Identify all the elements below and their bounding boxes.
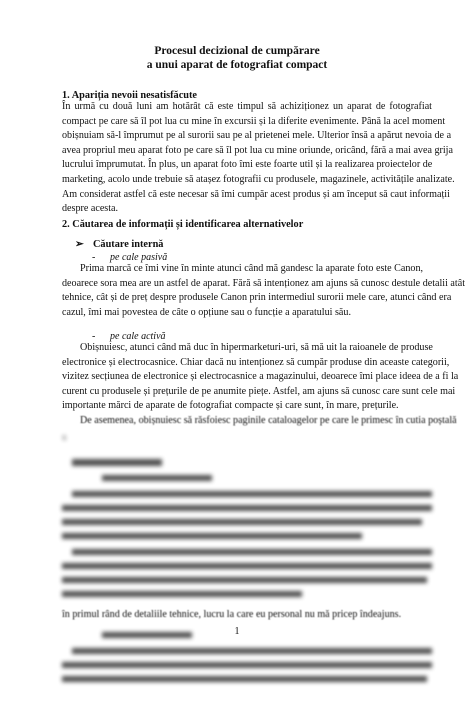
internal-search-subheading — [75, 238, 163, 251]
dash-bullet-icon: - — [92, 331, 96, 342]
active-paragraph — [62, 341, 459, 429]
section1-heading: 1. Apariția nevoii nesatisfăcute — [62, 90, 197, 101]
arrow-bullet-icon: ➢ — [75, 239, 84, 250]
active-line-3: vizitez secțiunea de electronice și electrocasnice a magazinului, deoarece îmi place ideea de a fi la — [62, 371, 459, 383]
active-line-5: importante mărci de aparate de fotografiat compacte și care sunt, în mare, prețurile. — [62, 400, 399, 412]
active-line-6: De asemenea, obișnuiesc să răsfoiesc paginile cataloagelor pe care le primesc în cutia poștală — [80, 414, 457, 426]
dash-bullet-icon: - — [92, 252, 96, 263]
s1-line-1: În urmă cu două luni am hotărât că este timpul să achiziționez un aparat de fotografiat — [62, 101, 432, 112]
active-line-2: electronice și electrocasnice. Chiar dacă nu intenționez să cumpăr produse din aceaste categorii, — [62, 356, 450, 368]
active-line-4: curent cu produsele și prețurile de pe anumite piețe. Astfel, am ajuns să cunosc care sunt cele mai — [62, 385, 456, 397]
s1-line-3: obișnuiam să-l împrumut pe al surorii sau pe al prietenei mele. Ulterior însă a apărut nevoia de a — [62, 130, 452, 142]
s1-line-8: despre acesta. — [62, 203, 119, 215]
s1-line-6: marketing, acolo unde trebuie să atașez fotografii cu produsele, magazinele, activitățile analizate. — [62, 173, 455, 185]
passive-line-3: tehnice, cât și de preț despre produsele Canon prin intermediul surorii mele care, atunci când era — [62, 292, 452, 304]
blurred-content: x — [62, 430, 432, 716]
page-number: 1 — [234, 626, 240, 637]
s1-line-4: avea propriul meu aparat foto pe care să îl pot lua cu mine oriunde, oricând, fără a mai avea grija — [62, 144, 453, 156]
document-title-line2: a unui aparat de fotografiat compact — [146, 59, 328, 71]
passive-line-2: deoarece sora mea are un astfel de aparat. Fără să intenționez am ajuns să cunosc destule detalii atât — [62, 277, 466, 289]
active-line-1: Obișnuiesc, atunci când mă duc în hipermarketuri-uri, să mă uit la raioanele de produse — [80, 342, 433, 353]
document-title-line1: Procesul decizional de cumpărare — [154, 45, 320, 57]
internal-search-label: Căutare internă — [93, 239, 164, 250]
blurred-text-block-2 — [62, 630, 432, 710]
section1-paragraph — [62, 100, 455, 217]
s1-line-5: lucrului împrumutat. În plus, un aparat foto îmi este foarte util și la realizarea proiectelor de — [62, 159, 433, 171]
last-line: în primul rând de detaliile tehnice, lucru la care eu personal nu mă pricep îndeajuns. — [62, 609, 402, 620]
passive-paragraph — [62, 262, 466, 320]
passive-label-text: pe cale pasivă — [110, 252, 168, 263]
blurred-text-block — [62, 455, 432, 625]
last-line-paragraph — [62, 608, 432, 623]
passive-line-4: cazul, îmi mai povestea de câte o opțiune sau o funcție a aparatului său. — [62, 306, 351, 318]
s1-line-2: compact pe care să îl pot lua cu mine în excursii și la diferite evenimente. Până la acel moment — [62, 115, 446, 127]
s1-line-7: Am considerat astfel că este necesar să îmi cumpăr acest produs și am început să caut informații — [62, 188, 450, 200]
active-label-text: pe cale activă — [110, 331, 166, 342]
passive-line-1: Prima marcă ce îmi vine în minte atunci când mă gandesc la aparate foto este Canon, — [80, 263, 424, 274]
section2-heading: 2. Căutarea de informații și identificarea alternativelor — [62, 219, 304, 230]
